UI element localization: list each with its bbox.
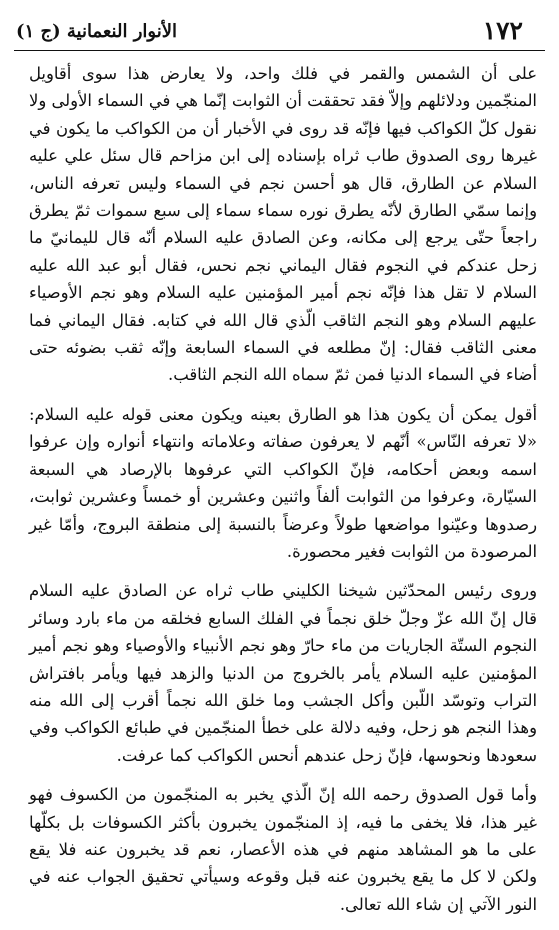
page-number: ١٧٢ [482,16,523,45]
running-title: الأنوار النعمانية (ج ١) [16,21,177,42]
paragraph-kulayni-narration: وروى رئيس المحدّثين شيخنا الكليني طاب ثراه عن الصادق عليه السلام قال إنّ الله عزّ وجلّ خلق نجماً في الفلك السابع فخلقه من ماء بارد وسائر النجوم الستّة الجاريات من ماء حارّ وهو نجم الأنبياء والأوصياء وهو نجم أمير المؤمنين عليه السلام يأمر بالخروج من الدنيا والزهد فيها ويأمر بافتراش التراب وتوسّد اللّبن وأكل الجشب وما خلق الله نجماً أقرب إلى الله منه وهذا النجم هو زحل، وفيه دلالة على خطأ المنجّمين في طبائع الكواكب وفي سعودها ونحوسها، فإنّ زحل عندهم أنحس الكواكب كما عرفت. [29,581,537,765]
paragraph-author-comment: أقول يمكن أن يكون هذا هو الطارق بعينه ويكون معنى قوله عليه السلام: «لا تعرفه النّاس» أنّهم لا يعرفون صفاته وعلاماته وانتهاء أنواره وإن عرفوا اسمه وبعض أحكامه، فإنّ الكواكب التي عرفوها بالإرصاد هي السبعة السيّارة، وعرفوا من الثوابت ألفاً واثنين وعشرين أو خمساً وعشرين ثوابت، رصدوها وعيّنوا مواضعها طولاً وعرضاً بالنسبة إلى منطقة البروج، وأمّا غير المرصودة من الثوابت فغير محصورة. [29,404,537,561]
paragraph-eclipse-discussion: وأما قول الصدوق رحمه الله إنّ الّذي يخبر به المنجّمون من الكسوف فهو غير هذا، فلا يخفى ما فيه، إذ المنجّمون يخبرون بأكثر الكسوفات بل بكلّها على ما هو المشاهد منهم في هذه الأعصار، نعم قد يخبرون عنه فلا يقع ولكن لا كل ما يقع يخبرون عنه قبل وقوعه وسيأتي تحقيق الجواب عنه في النور الآتي إن شاء الله تعالى. [29,785,537,914]
page-header [14,10,545,51]
book-page [14,10,545,914]
page-body [29,60,537,930]
paragraph-saturn-narration: على أن الشمس والقمر في فلك واحد، ولا يعارض هذا سوى أقاويل المنجّمين ودلائلهم وإلاّ فقد تحققت أن الثوابت إنّما هي في السماء الأولى ولا نقول كلّ الكواكب فيها فإنّه قد روى في الأخبار أن من الكواكب ما يكون في غيرها روى الصدوق طاب ثراه بإسناده إلى ابن مزاحم قال سئل علي عليه السلام عن الطارق، قال هو أحسن نجم في السماء وليس تعرفه الناس، وإنما سمّي الطارق لأنّه يطرق نوره سماء سماء إلى سبع سموات ثمّ يطرق راجعاً حتّى يرجع إلى مكانه، وعن الصادق عليه السلام أنّه قال لليمانيّ ما زحل عندكم في النجوم فقال اليماني نجم نحس، فقال أبو عبد الله عليه السلام لا تقل هذا فإنّه نجم أمير المؤمنين عليه السلام وهو نجم الأوصياء عليهم السلام وهو النجم الثاقب الّذي قال الله في كتابه. فقال اليماني فما معنى الثاقب فقال: إنّ مطلعه في السماء السابعة وإنّه ثقب بضوئه حتى أضاء في السماء الدنيا فمن ثمّ سماه الله النجم الثاقب. [29,64,537,385]
